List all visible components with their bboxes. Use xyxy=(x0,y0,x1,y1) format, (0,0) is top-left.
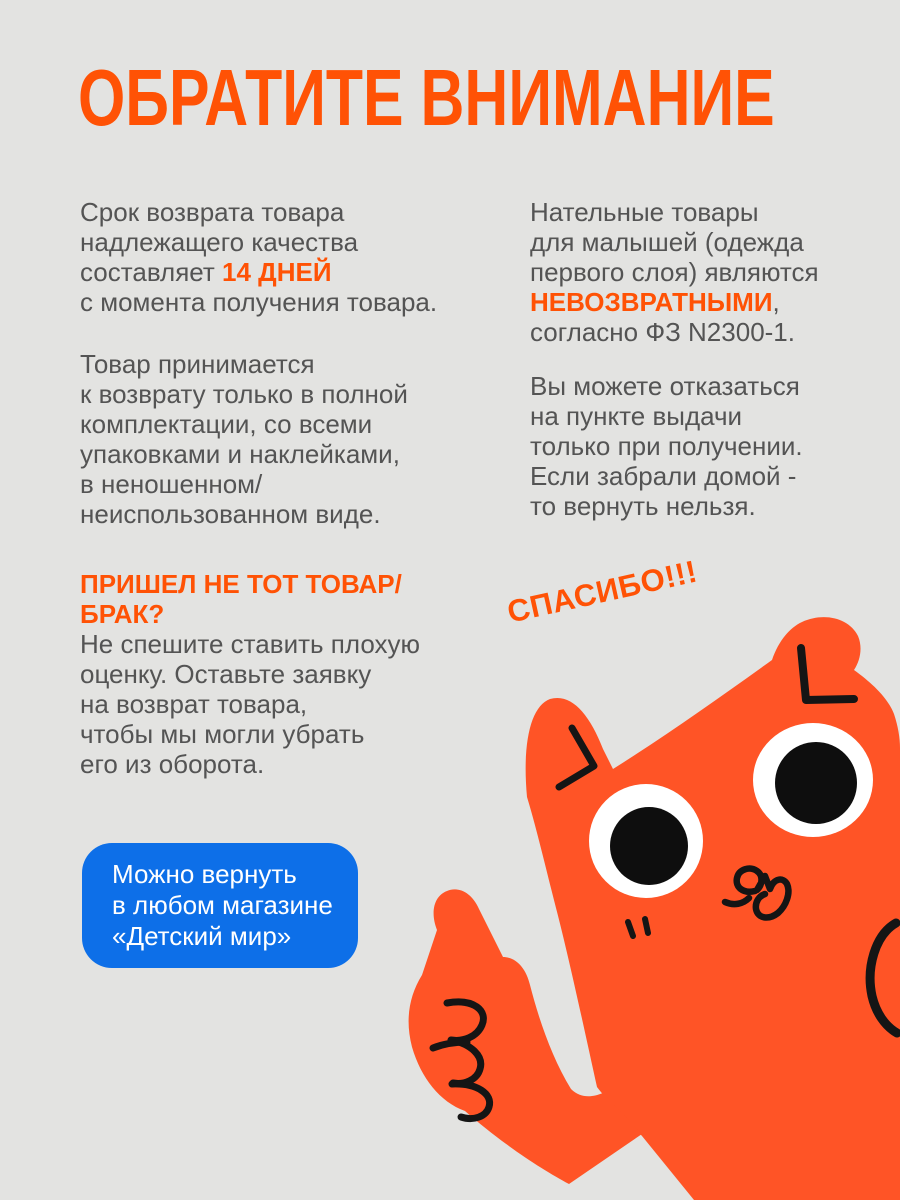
text-line: для малышей (одежда xyxy=(530,227,804,257)
text-line: чтобы мы могли убрать xyxy=(80,719,365,749)
badge-line: «Детский мир» xyxy=(112,921,292,951)
text-line: с момента получения товара. xyxy=(80,287,438,317)
text-line: Вы можете отказаться xyxy=(530,371,800,401)
thank-you-note: СПАСИБО!!! xyxy=(504,553,701,630)
text-line: к возврату только в полной xyxy=(80,379,408,409)
text-line: на возврат товара, xyxy=(80,689,308,719)
text-line: Не спешите ставить плохую xyxy=(80,629,420,659)
text-line: согласно ФЗ N2300-1. xyxy=(530,317,795,347)
text-line: первого слоя) являются xyxy=(530,257,819,287)
text-line: надлежащего качества xyxy=(80,227,359,257)
cat-left-pupil xyxy=(610,807,688,885)
highlight-non-returnable: НЕВОЗВРАТНЫМИ xyxy=(530,287,773,317)
badge-line: Можно вернуть xyxy=(112,859,297,889)
text-line: его из оборота. xyxy=(80,749,265,779)
text-segment: составляет xyxy=(80,257,223,287)
heading-line: БРАК? xyxy=(80,599,165,629)
text-line: Если забрали домой - xyxy=(530,461,797,491)
text-line: Нательные товары xyxy=(530,197,759,227)
cat-right-pupil xyxy=(775,742,857,824)
text-line: в неношенном/ xyxy=(80,469,263,499)
text-line: упаковками и наклейками, xyxy=(80,439,400,469)
heading-line: ПРИШЕЛ НЕ ТОТ ТОВАР/ xyxy=(80,569,402,599)
text-line: только при получении. xyxy=(530,431,803,461)
highlight-14-days: 14 ДНЕЙ xyxy=(222,257,332,287)
text-line: то вернуть нельзя. xyxy=(530,491,756,521)
text-line: Товар принимается xyxy=(80,349,315,379)
text-segment: , xyxy=(772,287,780,317)
text-line: оценку. Оставьте заявку xyxy=(80,659,372,689)
badge-line: в любом магазине xyxy=(112,890,333,920)
text-line: комплектации, со всеми xyxy=(80,409,373,439)
page-title: ОБРАТИТЕ ВНИМАНИЕ xyxy=(78,53,775,142)
text-line: на пункте выдачи xyxy=(530,401,743,431)
text-line: Срок возврата товара xyxy=(80,197,345,227)
text-line: неиспользованном виде. xyxy=(80,499,381,529)
